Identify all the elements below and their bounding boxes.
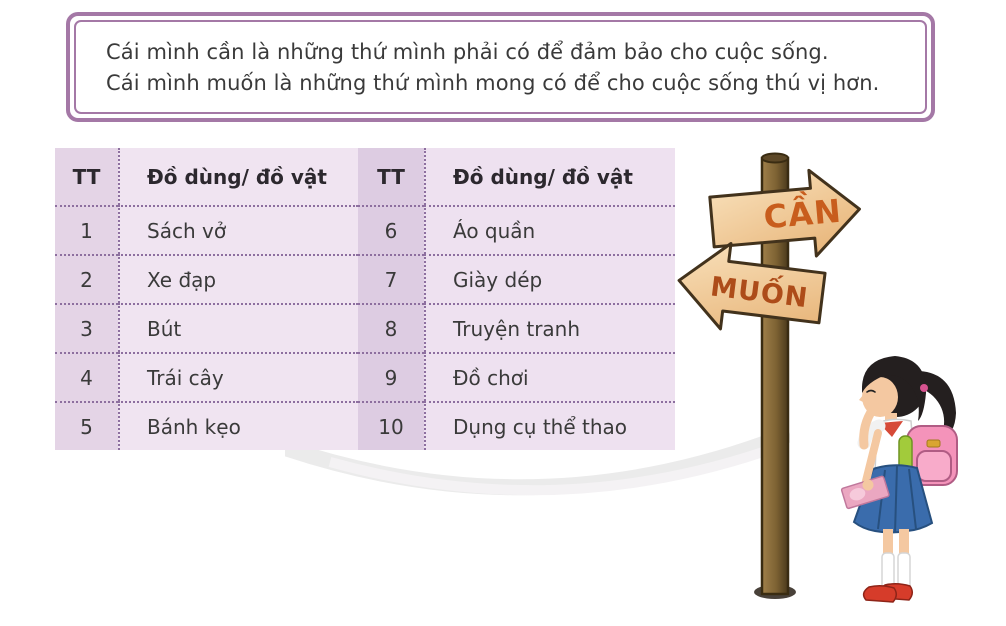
shoe-left: [864, 586, 897, 602]
table-cell-item: Truyện tranh: [424, 303, 675, 352]
table-cell-num: 9: [358, 352, 424, 401]
header-tt-right: TT: [358, 148, 424, 205]
table-cell-num: 5: [55, 401, 118, 450]
header-tt-left: TT: [55, 148, 118, 205]
hand-holding-note: [863, 480, 874, 491]
table-cell-item: Dụng cụ thể thao: [424, 401, 675, 450]
table-cell-num: 1: [55, 205, 118, 254]
want-arrow-sign: [675, 238, 827, 341]
instruction-line-2: Cái mình muốn là những thứ mình mong có để cho cuộc sống thú vị hơn.: [106, 70, 880, 95]
table-cell-num: 3: [55, 303, 118, 352]
table-cell-num: 8: [358, 303, 424, 352]
header-item-right: Đồ dùng/ đồ vật: [424, 148, 675, 205]
want-label: MUỐN: [708, 271, 811, 315]
table-cell-item: Bút: [118, 303, 358, 352]
table-cell-item: Giày dép: [424, 254, 675, 303]
need-label: CẦN: [762, 191, 844, 237]
instruction-box: [66, 12, 935, 122]
table-cell-num: 2: [55, 254, 118, 303]
items-table: [55, 148, 675, 450]
table-cell-item: Xe đạp: [118, 254, 358, 303]
header-item-left: Đồ dùng/ đồ vật: [118, 148, 358, 205]
table-cell-item: Đồ chơi: [424, 352, 675, 401]
table-cell-item: Áo quần: [424, 205, 675, 254]
table-cell-num: 4: [55, 352, 118, 401]
table-cell-num: 7: [358, 254, 424, 303]
instruction-text: [74, 20, 927, 114]
table-cell-num: 10: [358, 401, 424, 450]
hand-at-chin: [869, 401, 879, 411]
pole-cap: [762, 154, 788, 163]
table-cell-item: Trái cây: [118, 352, 358, 401]
instruction-line-1: Cái mình cần là những thứ mình phải có để đảm bảo cho cuộc sống.: [106, 39, 829, 64]
hair-tie: [920, 384, 928, 392]
girl-illustration: [833, 333, 998, 623]
table-cell-item: Bánh kẹo: [118, 401, 358, 450]
table-cell-item: Sách vở: [118, 205, 358, 254]
table-cell-num: 6: [358, 205, 424, 254]
